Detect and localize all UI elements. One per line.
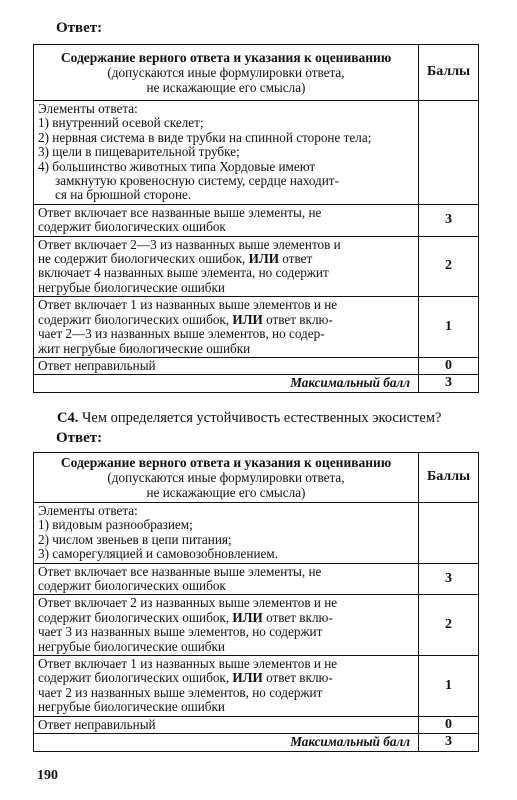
element-item-cont: ся на брюшной стороне. <box>55 187 192 203</box>
criteria-points: 1 <box>419 297 479 358</box>
page-number: 190 <box>37 768 58 783</box>
question-text: Чем определяется устойчивость естественных экосистем? <box>81 410 442 426</box>
max-score-label: Максимальный балл <box>34 375 419 392</box>
grading-table-2 <box>33 452 479 752</box>
criteria-points: 2 <box>419 595 479 656</box>
criteria-line <box>38 671 414 685</box>
elements-title: Элементы ответа: <box>38 503 138 518</box>
criteria-text <box>34 204 419 236</box>
criteria-points: 3 <box>419 204 479 236</box>
header-title: Содержание верного ответа и указания к оцениванию <box>60 50 392 65</box>
element-item: 2) нервная система в виде трубки на спинной стороне тела; <box>38 129 372 145</box>
criteria-line: негрубые биологические ошибки <box>38 279 225 295</box>
header-title: Содержание верного ответа и указания к оцениванию <box>60 455 392 470</box>
header-subtitle-2: не искажающие его смысла) <box>146 485 306 500</box>
criteria-fragment: содержит биологических ошибок, <box>38 311 233 327</box>
criteria-row <box>34 656 479 717</box>
or-keyword: ИЛИ <box>232 311 263 327</box>
wrong-answer-row <box>34 716 479 733</box>
criteria-fragment: ответ вклю- <box>262 670 333 686</box>
criteria-fragment: содержит биологических ошибок, <box>38 609 233 625</box>
criteria-line: чает 3 из названных выше элементов, но содержит <box>38 624 323 640</box>
criteria-line: Ответ включает все названные выше элементы, не <box>38 204 322 220</box>
criteria-text <box>34 236 419 297</box>
criteria-row <box>34 563 479 595</box>
element-item: 2) числом звеньев в цепи питания; <box>38 531 232 547</box>
criteria-fragment: содержит биологических ошибок, <box>38 670 233 686</box>
criteria-line <box>38 611 414 625</box>
wrong-answer-points: 0 <box>419 716 479 733</box>
criteria-line: жит негрубые биологические ошибки <box>38 340 251 356</box>
criteria-line: негрубые биологические ошибки <box>38 699 225 715</box>
criteria-fragment: не содержит биологических ошибок, <box>38 251 249 267</box>
elements-title: Элементы ответа: <box>38 101 138 116</box>
header-content-cell <box>34 453 419 503</box>
criteria-points: 3 <box>419 563 479 595</box>
criteria-line: чает 2 из названных выше элементов, но содержит <box>38 684 323 700</box>
criteria-line: Ответ включает 2 из названных выше элементов и не <box>38 595 338 611</box>
question-number: С4. <box>57 410 79 426</box>
header-content-cell <box>34 45 419 101</box>
answer-label: Ответ: <box>56 20 103 36</box>
or-keyword: ИЛИ <box>248 251 279 267</box>
criteria-line: чает 2—3 из названных выше элементов, но содер- <box>38 326 325 342</box>
criteria-points: 1 <box>419 656 479 717</box>
criteria-fragment: ответ вклю- <box>262 609 333 625</box>
table-header-row <box>34 453 479 503</box>
criteria-text <box>34 297 419 358</box>
wrong-answer-row <box>34 357 479 374</box>
criteria-line: содержит биологических ошибок <box>38 219 226 235</box>
criteria-line: Ответ включает 1 из названных выше элементов и не <box>38 297 338 313</box>
question <box>57 410 507 427</box>
criteria-fragment: ответ <box>278 251 313 267</box>
criteria-text <box>34 656 419 717</box>
header-subtitle-2: не искажающие его смысла) <box>146 80 306 95</box>
header-points: Баллы <box>419 45 479 101</box>
element-item: 3) щели в пищеварительной трубке; <box>38 144 240 160</box>
max-score-row <box>34 734 479 751</box>
max-score-row <box>34 375 479 392</box>
max-score-points: 3 <box>419 375 479 392</box>
criteria-line <box>38 313 414 327</box>
criteria-row <box>34 297 479 358</box>
criteria-line: негрубые биологические ошибки <box>38 638 225 654</box>
empty-points-cell <box>419 101 479 205</box>
criteria-line: Ответ включает 2—3 из названных выше элементов и <box>38 236 341 252</box>
header-subtitle-1: (допускаются иные формулировки ответа, <box>107 470 345 485</box>
criteria-points: 2 <box>419 236 479 297</box>
wrong-answer-text: Ответ неправильный <box>34 716 419 733</box>
or-keyword: ИЛИ <box>232 609 263 625</box>
or-keyword: ИЛИ <box>232 670 263 686</box>
wrong-answer-text: Ответ неправильный <box>34 357 419 374</box>
criteria-fragment: ответ вклю- <box>262 311 333 327</box>
criteria-row <box>34 204 479 236</box>
answer-label: Ответ: <box>56 430 103 446</box>
elements-cell <box>34 503 419 564</box>
elements-row <box>34 101 479 205</box>
criteria-row <box>34 595 479 656</box>
empty-points-cell <box>419 503 479 564</box>
criteria-row <box>34 236 479 297</box>
criteria-line: Ответ включает все названные выше элементы, не <box>38 563 322 579</box>
criteria-line: содержит биологических ошибок <box>38 578 226 594</box>
criteria-line <box>38 252 414 266</box>
criteria-text <box>34 563 419 595</box>
criteria-line: Ответ включает 1 из названных выше элементов и не <box>38 656 338 672</box>
criteria-text <box>34 595 419 656</box>
table-header-row <box>34 45 479 101</box>
element-item: 3) саморегуляцией и самовозобновлением. <box>38 546 279 562</box>
header-points: Баллы <box>419 453 479 503</box>
element-item: 4) большинство животных типа Хордовые имеют <box>38 158 316 174</box>
element-item-cont: замкнутую кровеносную систему, сердце находит- <box>55 173 339 189</box>
elements-cell <box>34 101 419 205</box>
grading-table-1 <box>33 44 479 393</box>
element-item: 1) внутренний осевой скелет; <box>38 115 204 131</box>
header-subtitle-1: (допускаются иные формулировки ответа, <box>107 65 345 80</box>
element-item: 1) видовым разнообразием; <box>38 517 193 533</box>
elements-row <box>34 503 479 564</box>
max-score-points: 3 <box>419 734 479 751</box>
criteria-line: включает 4 названных выше элемента, но содержит <box>38 265 329 281</box>
max-score-label: Максимальный балл <box>34 734 419 751</box>
wrong-answer-points: 0 <box>419 357 479 374</box>
